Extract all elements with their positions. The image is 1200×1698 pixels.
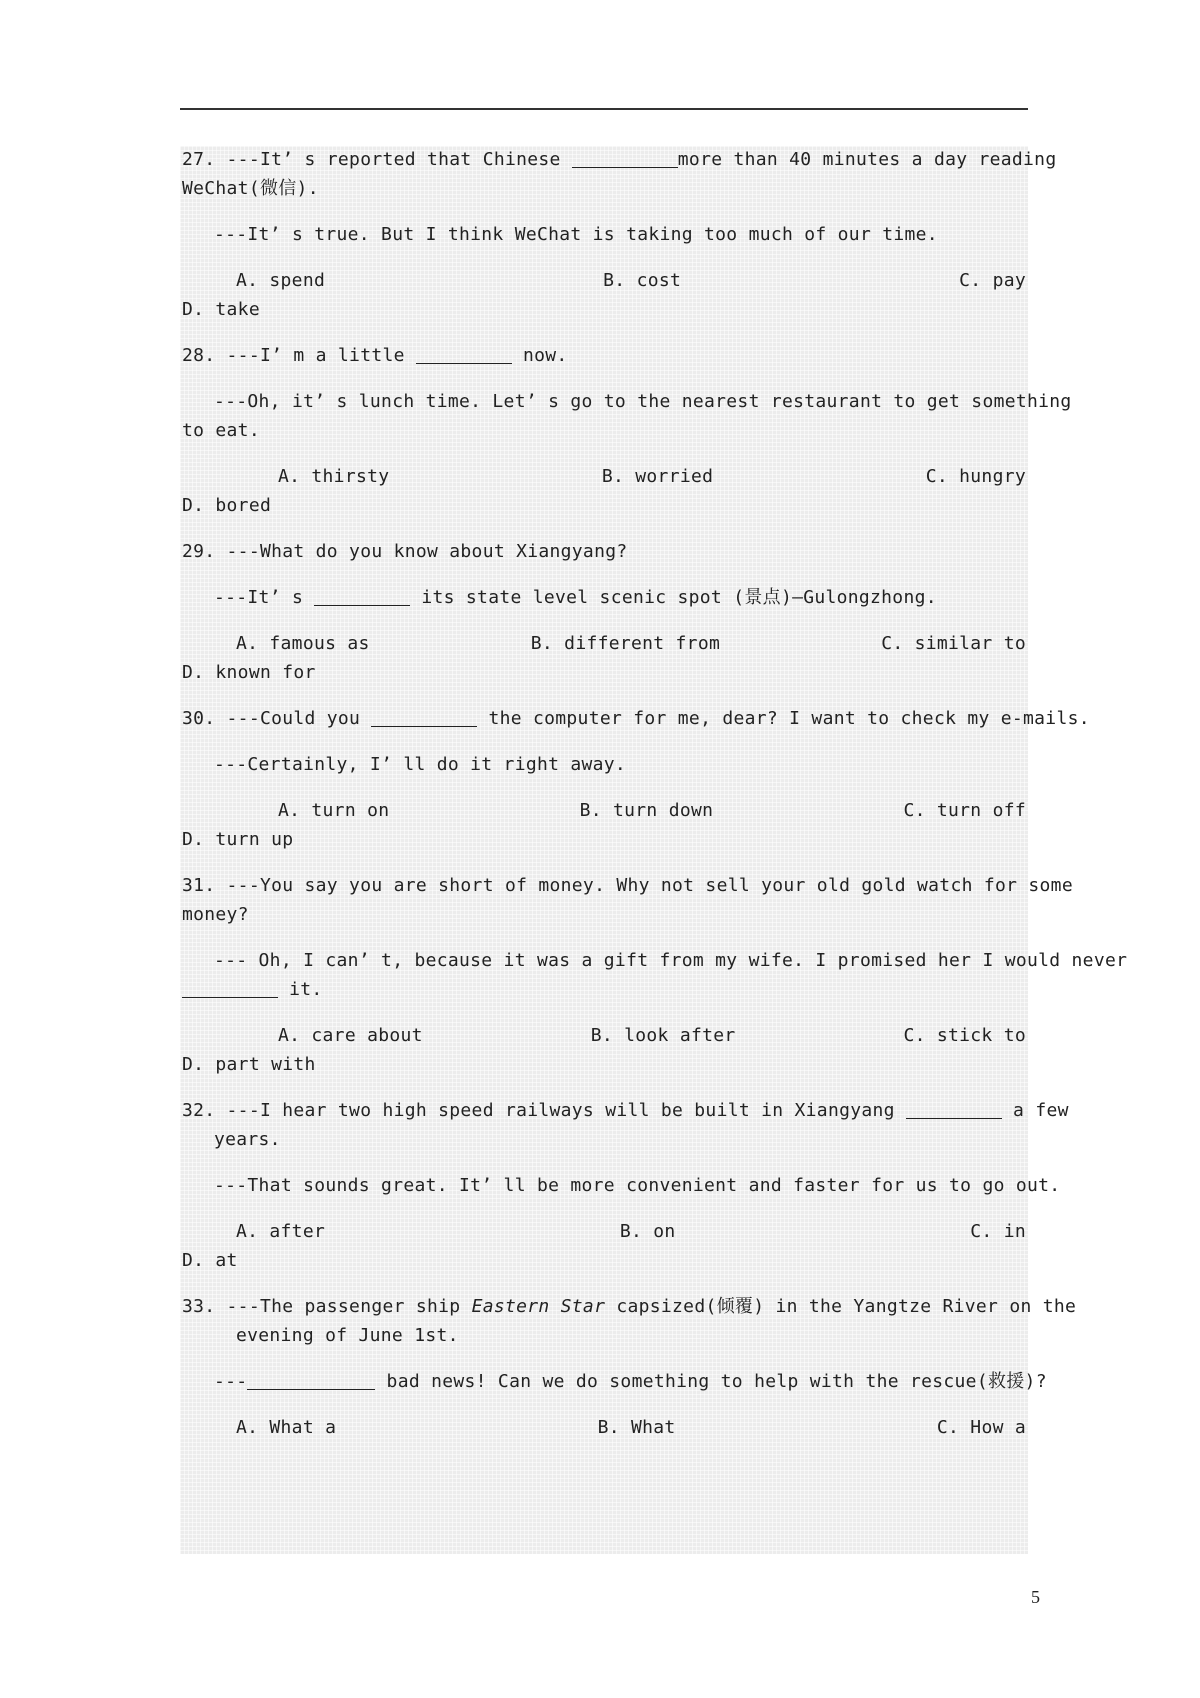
- answer-blank: [371, 708, 477, 727]
- option-b: B. worried: [601, 466, 714, 487]
- option-a: A. What a: [236, 1417, 337, 1438]
- answer-blank: [314, 587, 410, 606]
- q30-options: [278, 797, 1026, 825]
- q31-line3: --- Oh, I can’ t, because it was a gift from my wife. I promised her I would never: [214, 950, 1128, 971]
- option-b: B. cost: [603, 270, 682, 291]
- option-c: C. in: [970, 1221, 1026, 1242]
- q28-options: [278, 463, 1026, 491]
- q27-line3: ---It’ s true. But I think WeChat is taking too much of our time.: [214, 224, 938, 245]
- option-b: B. on: [619, 1221, 676, 1242]
- q32-options: [236, 1218, 1026, 1246]
- option-a: A. turn on: [278, 800, 390, 821]
- option-c: C. stick to: [903, 1025, 1026, 1046]
- ship-name: Eastern Star: [471, 1296, 606, 1317]
- answer-blank: [182, 979, 278, 998]
- option-a: A. famous as: [236, 633, 370, 654]
- q28-line2: ---Oh, it’ s lunch time. Let’ s go to the nearest restaurant to get something: [214, 391, 1072, 412]
- option-b: B. different from: [530, 633, 721, 654]
- q33-options: [236, 1414, 1026, 1442]
- option-a: A. thirsty: [278, 466, 390, 487]
- answer-blank: [906, 1100, 1002, 1119]
- q30-line1: 30. ---Could you the computer for me, dear? I want to check my e-mails.: [182, 708, 1090, 729]
- q31-line1: 31. ---You say you are short of money. Why not sell your old gold watch for some: [182, 875, 1073, 896]
- q29-line2: ---It’ s its state level scenic spot (景点)—Gulongzhong.: [214, 587, 937, 608]
- option-c: C. similar to: [881, 633, 1026, 654]
- option-c: C. hungry: [925, 466, 1026, 487]
- header-rule: [180, 108, 1028, 110]
- option-b: B. What: [597, 1417, 676, 1438]
- option-a: A. spend: [236, 270, 326, 291]
- page-number: 5: [1031, 1587, 1040, 1607]
- option-c: C. pay: [959, 270, 1026, 291]
- option-d: D. take: [182, 299, 260, 320]
- q27-line2: WeChat(微信).: [182, 178, 319, 199]
- option-d: D. known for: [182, 662, 316, 683]
- option-c: C. turn off: [903, 800, 1026, 821]
- option-b: B. turn down: [579, 800, 714, 821]
- q30-line2: ---Certainly, I’ ll do it right away.: [214, 754, 627, 775]
- option-a: A. care about: [278, 1025, 423, 1046]
- q31-line4: it.: [182, 976, 1026, 1004]
- answer-blank: [247, 1371, 375, 1390]
- q33-line2: evening of June 1st.: [236, 1325, 459, 1346]
- option-d: D. turn up: [182, 829, 294, 850]
- option-d: D. bored: [182, 495, 272, 516]
- answer-blank: [416, 345, 512, 364]
- answer-blank: [572, 149, 678, 168]
- q32-line1: 32. ---I hear two high speed railways will be built in Xiangyang a few: [182, 1100, 1069, 1121]
- option-d: D. at: [182, 1250, 238, 1271]
- option-d: D. part with: [182, 1054, 316, 1075]
- q33-line3: --- bad news! Can we do something to help with the rescue(救援)?: [214, 1371, 1047, 1392]
- q28-line3: to eat.: [182, 420, 260, 441]
- option-b: B. look after: [590, 1025, 736, 1046]
- q31-line2: money?: [182, 904, 249, 925]
- q29-line1: 29. ---What do you know about Xiangyang?: [182, 541, 628, 562]
- q31-options: [278, 1022, 1026, 1050]
- q32-line3: ---That sounds great. It’ ll be more convenient and faster for us to go out.: [214, 1175, 1061, 1196]
- q32-line2: years.: [214, 1129, 281, 1150]
- question-panel: [180, 146, 1128, 1554]
- q28-line1: 28. ---I’ m a little now.: [182, 345, 568, 366]
- option-a: A. after: [236, 1221, 326, 1242]
- q29-options: [236, 630, 1026, 658]
- q27-options: [236, 267, 1026, 295]
- q33-line1: 33. ---The passenger ship Eastern Star capsized(倾覆) in the Yangtze River on the: [182, 1296, 1077, 1317]
- option-c: C. How a: [936, 1417, 1026, 1438]
- q27-line1: 27. ---It’ s reported that Chinese more than 40 minutes a day reading: [182, 149, 1057, 170]
